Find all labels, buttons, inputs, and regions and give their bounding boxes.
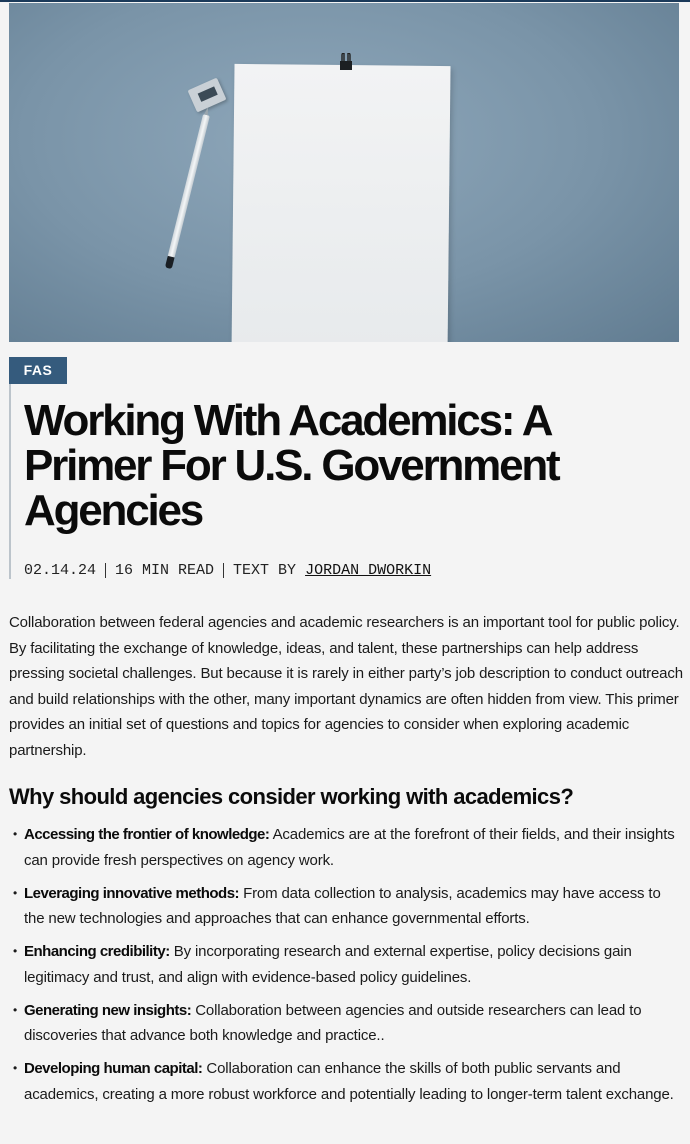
pencil — [167, 114, 210, 259]
list-item — [9, 998, 685, 1049]
item-text: From data collection to analysis, academics may have access to the new technologies and approaches that can enhance governmental efforts. — [24, 884, 661, 927]
author-link[interactable]: JORDAN DWORKIN — [305, 561, 432, 579]
item-lead: Leveraging innovative methods: — [24, 884, 240, 902]
text-by-label: TEXT BY — [233, 561, 297, 579]
hero-image — [9, 3, 679, 342]
reasons-list — [9, 822, 685, 1115]
item-lead: Developing human capital: — [24, 1060, 203, 1077]
item-text: Academics are at the forefront of their fields, and their insights can provide fresh perspectives on agency work. — [24, 826, 675, 869]
category-tag[interactable]: FAS — [9, 357, 67, 384]
item-text: Collaboration between agencies and outside researchers can lead to discoveries that advance both knowledge and practice.. — [24, 1001, 642, 1044]
list-item — [9, 822, 685, 873]
meta-divider — [105, 563, 106, 578]
bullet-icon: • — [13, 827, 18, 841]
bullet-icon: • — [13, 885, 18, 900]
bullet-icon: • — [13, 944, 18, 958]
list-item — [9, 1056, 685, 1107]
bullet-icon: • — [13, 1002, 18, 1017]
binder-clip-icon — [339, 53, 353, 71]
article-title: Working With Academics: A Primer For U.S. Government Agencies — [24, 396, 559, 535]
list-item — [9, 881, 685, 932]
paper-sheet — [231, 64, 450, 342]
bullet-icon: • — [13, 1061, 18, 1075]
item-text: By incorporating research and external expertise, policy decisions gain legitimacy and trust, and align with evidence-based policy guidelines. — [24, 943, 632, 986]
header-rail — [9, 357, 11, 579]
item-lead: Generating new insights: — [24, 1001, 192, 1019]
item-lead: Accessing the frontier of knowledge: — [24, 826, 270, 843]
publish-date: 02.14.24 — [24, 561, 97, 579]
article-meta — [24, 560, 431, 580]
read-time: 16 MIN READ — [115, 561, 215, 579]
item-lead: Enhancing credibility: — [24, 943, 170, 960]
intro-paragraph: Collaboration between federal agencies and academic researchers is an important tool for public policy. By facilitating the exchange of knowledge, ideas, and talent, these partnerships can help address pressing societal challenges. But because it is rarely in either party’s job description to conduct outreach and build relationships with the other, many important dynamics are often hidden from view. This primer provides an initial set of questions and topics for agencies to consider when exploring academic partnership. — [9, 614, 683, 759]
meta-divider — [223, 563, 224, 578]
section-heading: Why should agencies consider working with academics? — [9, 784, 574, 809]
top-border — [0, 0, 690, 2]
list-item — [9, 939, 685, 990]
item-text: Collaboration can enhance the skills of both public servants and academics, creating a more robust workforce and potentially leading to longer-term talent exchange. — [24, 1060, 674, 1103]
